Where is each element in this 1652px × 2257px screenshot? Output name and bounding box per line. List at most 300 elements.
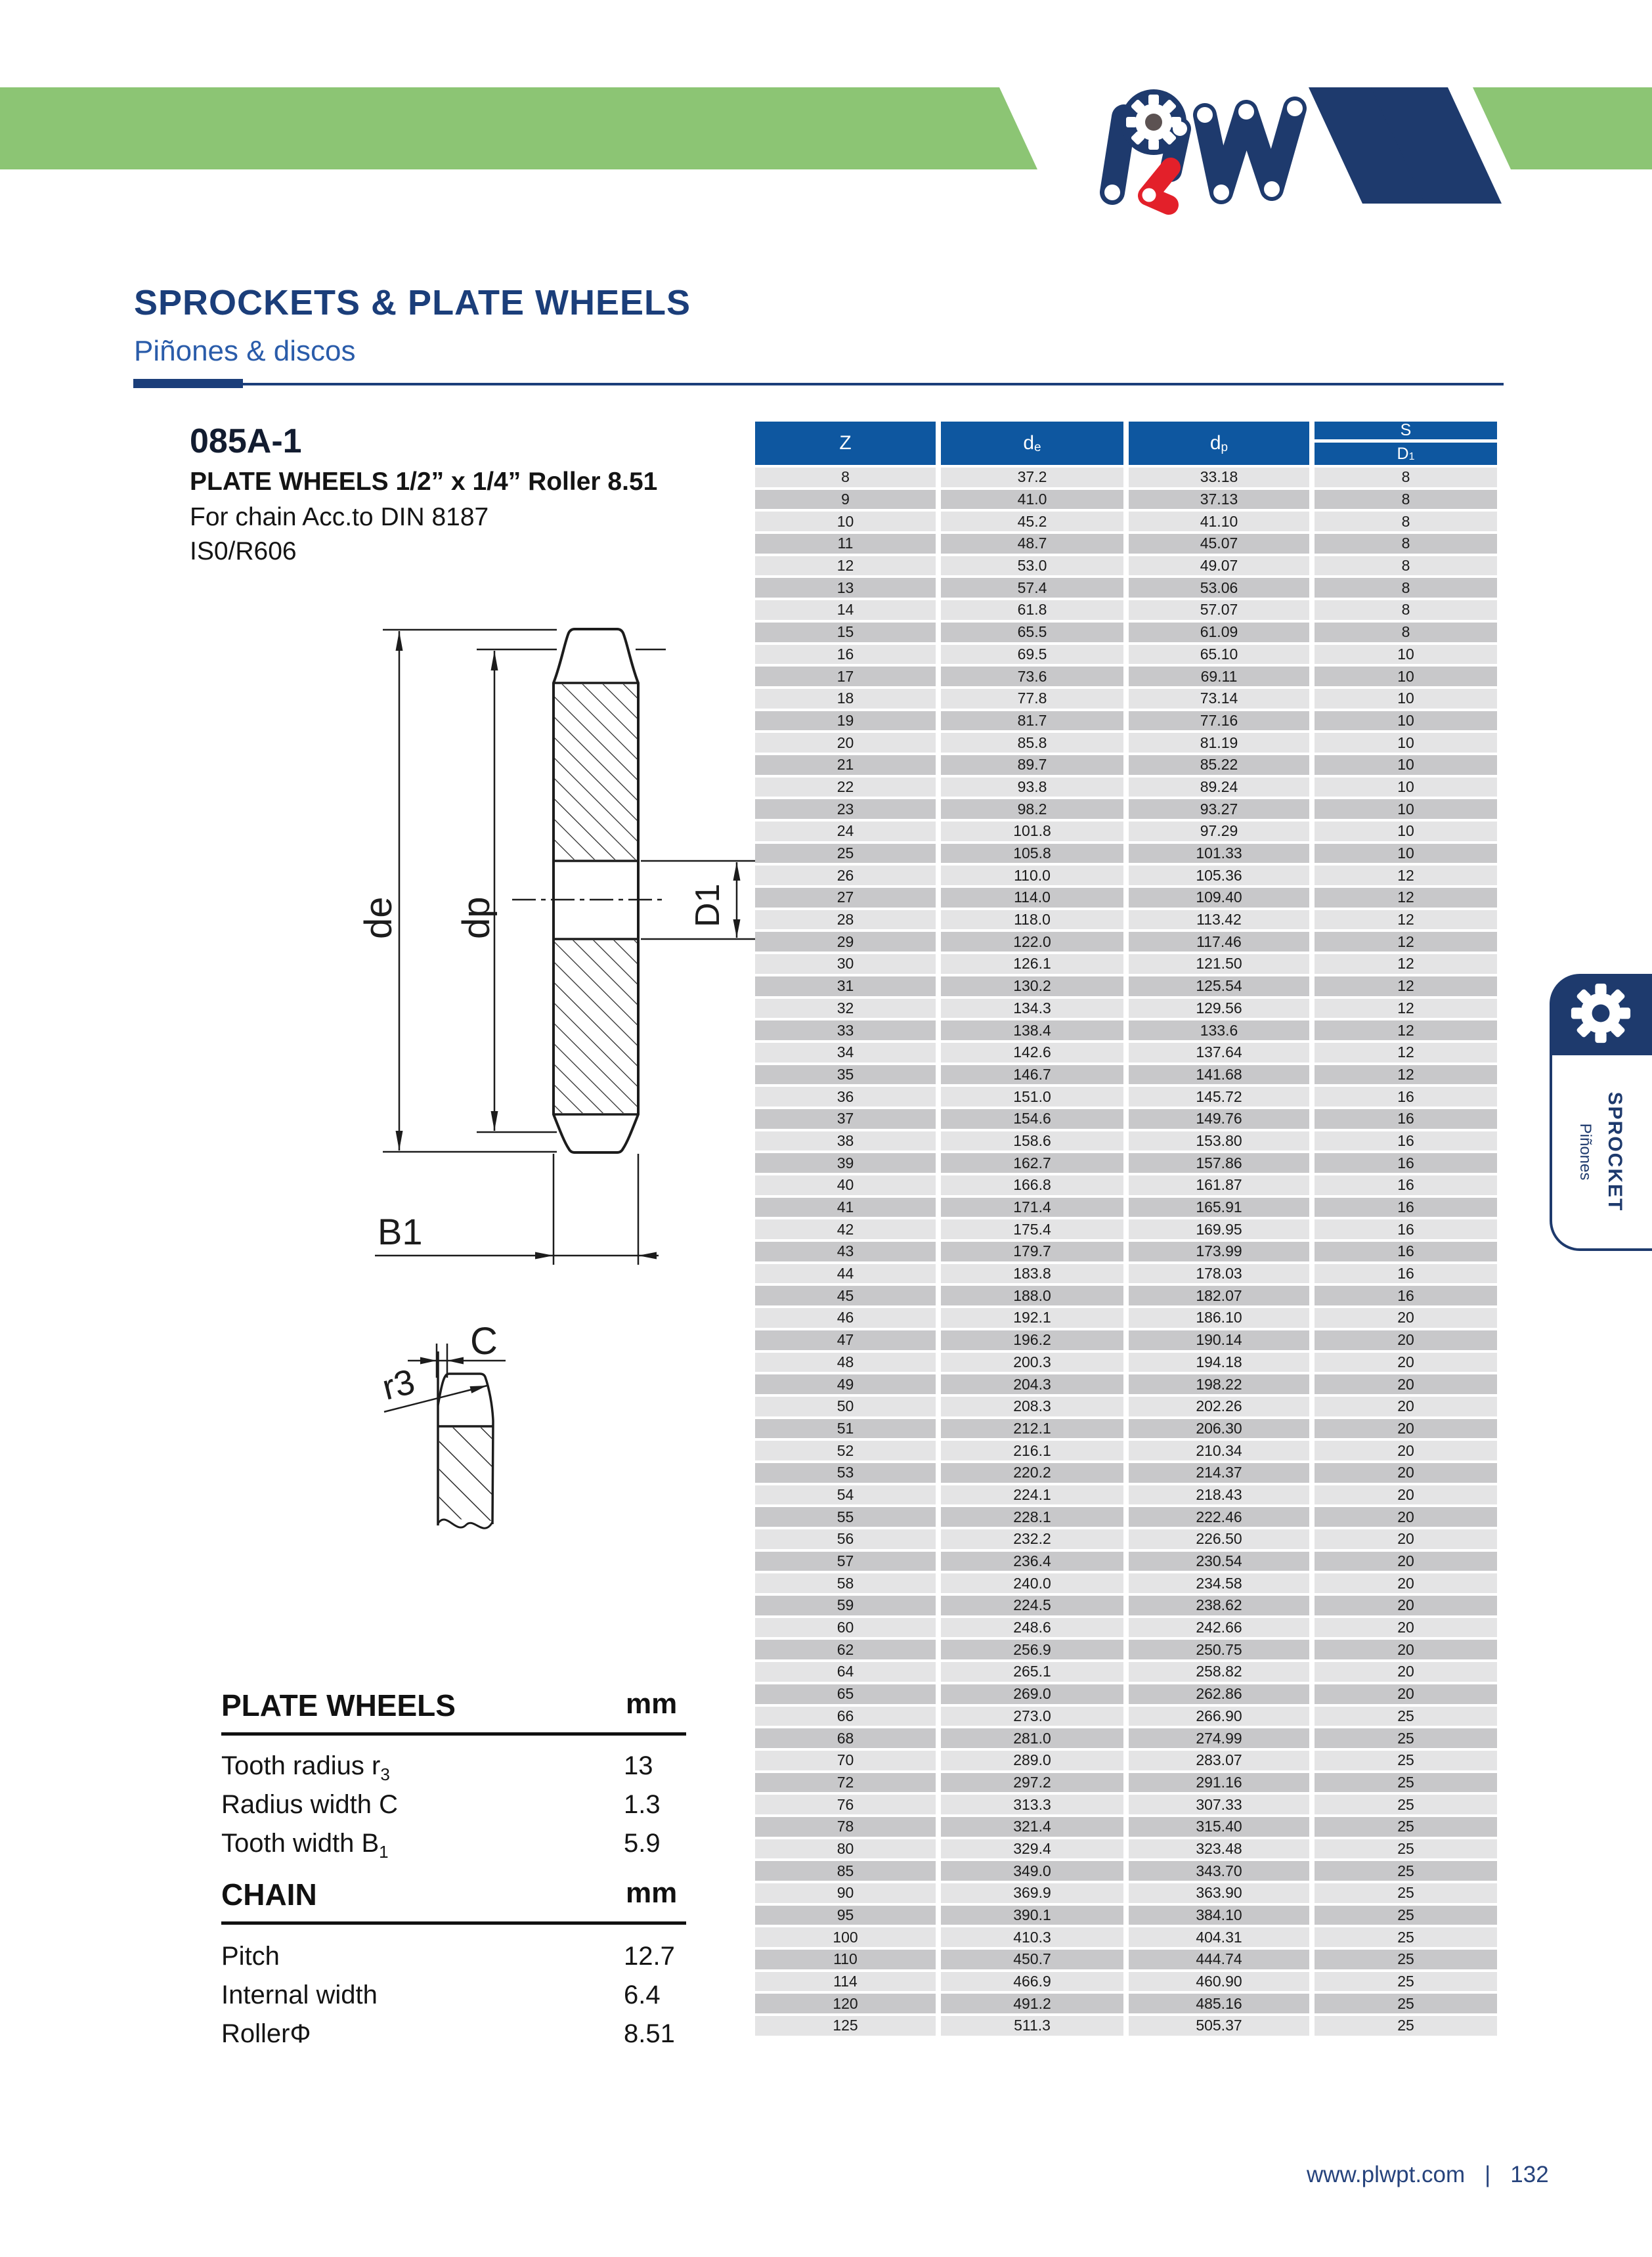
table-cell: 41.10 bbox=[1129, 512, 1309, 531]
table-row bbox=[755, 1109, 1497, 1129]
table-cell: 48.7 bbox=[941, 534, 1123, 554]
table-cell: 146.7 bbox=[941, 1065, 1123, 1085]
table-row bbox=[755, 1529, 1497, 1549]
table-cell: 20 bbox=[1315, 1308, 1497, 1328]
table-cell: 404.31 bbox=[1129, 1927, 1309, 1947]
table-cell: 73.6 bbox=[941, 667, 1123, 686]
table-cell: 10 bbox=[1315, 822, 1497, 841]
info-row-roller: RollerΦ 8.51 bbox=[221, 2019, 675, 2048]
section-divider-accent bbox=[133, 379, 243, 388]
table-cell: 25 bbox=[1315, 1950, 1497, 1969]
table-cell: 129.56 bbox=[1129, 999, 1309, 1019]
table-cell: 113.42 bbox=[1129, 910, 1309, 930]
table-cell: 12 bbox=[1315, 1020, 1497, 1040]
column-header-d1: D $_1$ bbox=[1315, 443, 1497, 465]
table-cell: 250.75 bbox=[1129, 1640, 1309, 1659]
table-cell: 122.0 bbox=[941, 932, 1123, 952]
table-row bbox=[755, 1972, 1497, 1992]
table-cell: 145.72 bbox=[1129, 1087, 1309, 1107]
table-cell: 10 bbox=[1315, 844, 1497, 864]
table-cell: 57.07 bbox=[1129, 600, 1309, 620]
table-cell: 134.3 bbox=[941, 999, 1123, 1019]
table-row bbox=[755, 844, 1497, 864]
table-cell: 16 bbox=[1315, 1219, 1497, 1239]
table-cell: 61.09 bbox=[1129, 623, 1309, 642]
table-cell: 12 bbox=[1315, 1065, 1497, 1085]
table-row bbox=[755, 1573, 1497, 1593]
table-row bbox=[755, 468, 1497, 487]
side-tab-subtitle: Piñones bbox=[1576, 1123, 1594, 1181]
table-row bbox=[755, 910, 1497, 930]
table-cell: 194.18 bbox=[1129, 1353, 1309, 1372]
table-row bbox=[755, 1153, 1497, 1173]
table-cell: 28 bbox=[755, 910, 936, 930]
table-row bbox=[755, 1065, 1497, 1085]
table-cell: 95 bbox=[755, 1906, 936, 1925]
table-cell: 10 bbox=[1315, 733, 1497, 753]
table-cell: 110.0 bbox=[941, 866, 1123, 885]
table-cell: 25 bbox=[1315, 1972, 1497, 1992]
table-cell: 50 bbox=[755, 1397, 936, 1416]
chain-info-table bbox=[221, 1877, 686, 2049]
table-row bbox=[755, 623, 1497, 642]
table-cell: 228.1 bbox=[941, 1507, 1123, 1527]
table-row bbox=[755, 799, 1497, 819]
table-cell: 25 bbox=[1315, 1795, 1497, 1814]
table-cell: 256.9 bbox=[941, 1640, 1123, 1659]
label-r3: r3 bbox=[378, 1361, 419, 1408]
label-de: de bbox=[357, 896, 400, 939]
table-row bbox=[755, 1131, 1497, 1151]
table-cell: 64 bbox=[755, 1662, 936, 1682]
table-cell: 8 bbox=[1315, 556, 1497, 576]
table-row bbox=[755, 1552, 1497, 1571]
table-cell: 12 bbox=[1315, 976, 1497, 996]
table-cell: 12 bbox=[755, 556, 936, 576]
table-cell: 8 bbox=[1315, 534, 1497, 554]
table-cell: 23 bbox=[755, 799, 936, 819]
table-cell: 12 bbox=[1315, 888, 1497, 908]
table-cell: 47 bbox=[755, 1330, 936, 1350]
table-cell: 153.80 bbox=[1129, 1131, 1309, 1151]
table-row bbox=[755, 755, 1497, 775]
table-cell: 281.0 bbox=[941, 1728, 1123, 1748]
info-table-unit: mm bbox=[626, 1688, 678, 1720]
table-row bbox=[755, 1795, 1497, 1814]
table-cell: 238.62 bbox=[1129, 1596, 1309, 1615]
table-cell: 126.1 bbox=[941, 954, 1123, 974]
table-cell: 8 bbox=[1315, 600, 1497, 620]
table-cell: 343.70 bbox=[1129, 1861, 1309, 1881]
table-cell: 151.0 bbox=[941, 1087, 1123, 1107]
table-cell: 12 bbox=[1315, 1043, 1497, 1063]
table-cell: 18 bbox=[755, 689, 936, 709]
table-row bbox=[755, 689, 1497, 709]
info-table-title: PLATE WHEELS bbox=[221, 1688, 456, 1722]
table-cell: 230.54 bbox=[1129, 1552, 1309, 1571]
table-cell: 12 bbox=[1315, 866, 1497, 885]
table-cell: 20 bbox=[1315, 1374, 1497, 1394]
table-cell: 10 bbox=[1315, 799, 1497, 819]
product-iso: IS0/R606 bbox=[190, 537, 297, 565]
table-cell: 26 bbox=[755, 866, 936, 885]
table-cell: 25 bbox=[1315, 1883, 1497, 1903]
table-cell: 8 bbox=[1315, 623, 1497, 642]
table-cell: 485.16 bbox=[1129, 1994, 1309, 2013]
table-cell: 25 bbox=[1315, 1773, 1497, 1793]
table-cell: 78 bbox=[755, 1817, 936, 1837]
table-cell: 51 bbox=[755, 1419, 936, 1439]
table-cell: 141.68 bbox=[1129, 1065, 1309, 1085]
table-cell: 20 bbox=[1315, 1662, 1497, 1682]
info-table-title: CHAIN bbox=[221, 1877, 317, 1912]
table-row bbox=[755, 1242, 1497, 1261]
table-cell: 410.3 bbox=[941, 1927, 1123, 1947]
table-cell: 218.43 bbox=[1129, 1485, 1309, 1505]
table-cell: 98.2 bbox=[941, 799, 1123, 819]
table-cell: 269.0 bbox=[941, 1684, 1123, 1704]
table-cell: 41.0 bbox=[941, 490, 1123, 510]
table-cell: 16 bbox=[755, 645, 936, 665]
table-row bbox=[755, 1751, 1497, 1770]
table-cell: 16 bbox=[1315, 1242, 1497, 1261]
product-standard: For chain Acc.to DIN 8187 bbox=[190, 503, 489, 531]
table-cell: 65 bbox=[755, 1684, 936, 1704]
table-cell: 222.46 bbox=[1129, 1507, 1309, 1527]
table-row bbox=[755, 954, 1497, 974]
table-cell: 25 bbox=[755, 844, 936, 864]
table-cell: 59 bbox=[755, 1596, 936, 1615]
table-cell: 80 bbox=[755, 1839, 936, 1859]
table-cell: 16 bbox=[1315, 1198, 1497, 1217]
table-cell: 30 bbox=[755, 954, 936, 974]
table-cell: 45.2 bbox=[941, 512, 1123, 531]
table-cell: 15 bbox=[755, 623, 936, 642]
table-cell: 125 bbox=[755, 2016, 936, 2036]
table-cell: 101.8 bbox=[941, 822, 1123, 841]
table-row bbox=[755, 1175, 1497, 1195]
table-cell: 157.86 bbox=[1129, 1153, 1309, 1173]
column-header-s-d1 bbox=[1315, 422, 1497, 465]
info-row-tooth-radius: Tooth radius $r_3$ 13 bbox=[221, 1751, 653, 1784]
table-row bbox=[755, 1485, 1497, 1505]
table-cell: 173.99 bbox=[1129, 1242, 1309, 1261]
table-cell: 62 bbox=[755, 1640, 936, 1659]
table-row bbox=[755, 1906, 1497, 1925]
table-row bbox=[755, 1640, 1497, 1659]
table-cell: 53 bbox=[755, 1463, 936, 1483]
table-row bbox=[755, 512, 1497, 531]
table-cell: 10 bbox=[1315, 667, 1497, 686]
table-cell: 46 bbox=[755, 1308, 936, 1328]
table-row bbox=[755, 822, 1497, 841]
table-cell: 214.37 bbox=[1129, 1463, 1309, 1483]
table-cell: 8 bbox=[1315, 468, 1497, 487]
table-cell: 202.26 bbox=[1129, 1397, 1309, 1416]
table-cell: 97.29 bbox=[1129, 822, 1309, 841]
tooth-detail-drawing bbox=[368, 1313, 676, 1576]
table-cell: 38 bbox=[755, 1131, 936, 1151]
spec-table bbox=[755, 422, 1497, 2038]
table-cell: 22 bbox=[755, 778, 936, 797]
table-cell: 20 bbox=[1315, 1397, 1497, 1416]
table-cell: 20 bbox=[1315, 1419, 1497, 1439]
table-row bbox=[755, 1353, 1497, 1372]
table-cell: 20 bbox=[1315, 1684, 1497, 1704]
table-row bbox=[755, 1219, 1497, 1239]
column-header-s: S bbox=[1315, 422, 1497, 439]
page-subtitle: Piñones & discos bbox=[134, 335, 356, 367]
table-row bbox=[755, 1374, 1497, 1394]
table-cell: 100 bbox=[755, 1927, 936, 1947]
table-cell: 20 bbox=[1315, 1529, 1497, 1549]
table-cell: 34 bbox=[755, 1043, 936, 1063]
table-cell: 70 bbox=[755, 1751, 936, 1770]
table-row bbox=[755, 1618, 1497, 1638]
table-cell: 200.3 bbox=[941, 1353, 1123, 1372]
table-cell: 14 bbox=[755, 600, 936, 620]
table-cell: 68 bbox=[755, 1728, 936, 1748]
table-cell: 390.1 bbox=[941, 1906, 1123, 1925]
table-cell: 89.7 bbox=[941, 755, 1123, 775]
table-cell: 258.82 bbox=[1129, 1662, 1309, 1682]
table-row bbox=[755, 667, 1497, 686]
table-row bbox=[755, 1839, 1497, 1859]
table-cell: 48 bbox=[755, 1353, 936, 1372]
table-cell: 33 bbox=[755, 1020, 936, 1040]
info-row-tooth-width: Tooth width $B_1$ 5.9 bbox=[221, 1829, 661, 1862]
table-cell: 53.0 bbox=[941, 556, 1123, 576]
table-cell: 114.0 bbox=[941, 888, 1123, 908]
table-cell: 188.0 bbox=[941, 1286, 1123, 1305]
table-row bbox=[755, 1817, 1497, 1837]
table-cell: 162.7 bbox=[941, 1153, 1123, 1173]
logo-gear-icon bbox=[1126, 95, 1181, 150]
table-cell: 283.07 bbox=[1129, 1751, 1309, 1770]
table-row bbox=[755, 1308, 1497, 1328]
table-cell: 29 bbox=[755, 932, 936, 952]
side-tab-label-area bbox=[1550, 1053, 1652, 1251]
label-b1: B1 bbox=[378, 1211, 423, 1252]
table-cell: 242.66 bbox=[1129, 1618, 1309, 1638]
table-cell: 43 bbox=[755, 1242, 936, 1261]
table-cell: 161.87 bbox=[1129, 1175, 1309, 1195]
table-cell: 105.8 bbox=[941, 844, 1123, 864]
table-cell: 117.46 bbox=[1129, 932, 1309, 952]
table-cell: 35 bbox=[755, 1065, 936, 1085]
info-value: 8.51 bbox=[624, 2019, 675, 2048]
plate-wheels-info-table bbox=[221, 1688, 686, 1862]
table-cell: 25 bbox=[1315, 1751, 1497, 1770]
table-cell: 73.14 bbox=[1129, 689, 1309, 709]
table-cell: 190.14 bbox=[1129, 1330, 1309, 1350]
info-table-rule bbox=[221, 1921, 686, 1925]
table-cell: 25 bbox=[1315, 1817, 1497, 1837]
table-row bbox=[755, 1861, 1497, 1881]
table-cell: 8 bbox=[1315, 512, 1497, 531]
table-cell: 81.7 bbox=[941, 711, 1123, 731]
table-cell: 323.48 bbox=[1129, 1839, 1309, 1859]
table-row bbox=[755, 1087, 1497, 1107]
table-cell: 234.58 bbox=[1129, 1573, 1309, 1593]
spec-table-header bbox=[755, 422, 1497, 465]
table-row bbox=[755, 976, 1497, 996]
table-row bbox=[755, 1950, 1497, 1969]
product-name: PLATE WHEELS 1/2” x 1/4” Roller 8.51 bbox=[190, 468, 658, 496]
table-row bbox=[755, 534, 1497, 554]
table-cell: 10 bbox=[1315, 711, 1497, 731]
table-cell: 10 bbox=[1315, 755, 1497, 775]
table-cell: 491.2 bbox=[941, 1994, 1123, 2013]
table-cell: 10 bbox=[1315, 645, 1497, 665]
table-row bbox=[755, 1463, 1497, 1483]
info-value: 12.7 bbox=[624, 1942, 675, 1971]
table-cell: 77.8 bbox=[941, 689, 1123, 709]
table-cell: 450.7 bbox=[941, 1950, 1123, 1969]
table-cell: 33.18 bbox=[1129, 468, 1309, 487]
table-cell: 114 bbox=[755, 1972, 936, 1992]
table-row bbox=[755, 778, 1497, 797]
table-cell: 37.13 bbox=[1129, 490, 1309, 510]
table-cell: 118.0 bbox=[941, 910, 1123, 930]
table-cell: 20 bbox=[1315, 1507, 1497, 1527]
table-cell: 165.91 bbox=[1129, 1198, 1309, 1217]
table-cell: 142.6 bbox=[941, 1043, 1123, 1063]
table-cell: 10 bbox=[1315, 689, 1497, 709]
table-cell: 60 bbox=[755, 1618, 936, 1638]
table-cell: 16 bbox=[1315, 1286, 1497, 1305]
table-cell: 16 bbox=[1315, 1087, 1497, 1107]
table-cell: 505.37 bbox=[1129, 2016, 1309, 2036]
table-cell: 40 bbox=[755, 1175, 936, 1195]
table-cell: 192.1 bbox=[941, 1308, 1123, 1328]
table-cell: 20 bbox=[1315, 1573, 1497, 1593]
table-cell: 52 bbox=[755, 1441, 936, 1460]
table-cell: 313.3 bbox=[941, 1795, 1123, 1814]
footer-separator: | bbox=[1485, 2162, 1491, 2187]
table-cell: 321.4 bbox=[941, 1817, 1123, 1837]
table-cell: 37 bbox=[755, 1109, 936, 1129]
table-cell: 20 bbox=[1315, 1441, 1497, 1460]
info-table-unit: mm bbox=[626, 1877, 678, 1909]
table-row bbox=[755, 733, 1497, 753]
info-value: 6.4 bbox=[624, 1981, 661, 2009]
table-cell: 198.22 bbox=[1129, 1374, 1309, 1394]
table-row bbox=[755, 2016, 1497, 2036]
table-cell: 45.07 bbox=[1129, 534, 1309, 554]
table-row bbox=[755, 1773, 1497, 1793]
table-cell: 25 bbox=[1315, 1728, 1497, 1748]
table-cell: 8 bbox=[1315, 578, 1497, 598]
table-row bbox=[755, 1507, 1497, 1527]
table-row bbox=[755, 932, 1497, 952]
top-banner bbox=[0, 0, 1652, 223]
table-cell: 66 bbox=[755, 1707, 936, 1726]
table-cell: 81.19 bbox=[1129, 733, 1309, 753]
table-cell: 17 bbox=[755, 667, 936, 686]
table-cell: 182.07 bbox=[1129, 1286, 1309, 1305]
table-cell: 274.99 bbox=[1129, 1728, 1309, 1748]
section-divider bbox=[133, 383, 1504, 385]
table-cell: 77.16 bbox=[1129, 711, 1309, 731]
table-cell: 13 bbox=[755, 578, 936, 598]
info-row-internal-width: Internal width 6.4 bbox=[221, 1981, 661, 2009]
table-cell: 25 bbox=[1315, 1861, 1497, 1881]
label-dp: dp bbox=[455, 896, 498, 939]
cross-section-drawing bbox=[355, 611, 788, 1281]
table-cell: 12 bbox=[1315, 999, 1497, 1019]
table-cell: 297.2 bbox=[941, 1773, 1123, 1793]
table-cell: 56 bbox=[755, 1529, 936, 1549]
table-cell: 137.64 bbox=[1129, 1043, 1309, 1063]
table-cell: 154.6 bbox=[941, 1109, 1123, 1129]
table-cell: 212.1 bbox=[941, 1419, 1123, 1439]
table-row bbox=[755, 1198, 1497, 1217]
table-cell: 20 bbox=[1315, 1640, 1497, 1659]
table-cell: 466.9 bbox=[941, 1972, 1123, 1992]
table-cell: 57 bbox=[755, 1552, 936, 1571]
column-header-de: d $_e$ bbox=[941, 422, 1123, 465]
table-cell: 138.4 bbox=[941, 1020, 1123, 1040]
table-row bbox=[755, 1419, 1497, 1439]
table-cell: 10 bbox=[1315, 778, 1497, 797]
table-cell: 10 bbox=[755, 512, 936, 531]
footer-url: www.plwpt.com bbox=[1307, 2162, 1466, 2187]
table-row bbox=[755, 1330, 1497, 1350]
table-cell: 178.03 bbox=[1129, 1264, 1309, 1284]
table-cell: 289.0 bbox=[941, 1751, 1123, 1770]
table-cell: 25 bbox=[1315, 1707, 1497, 1726]
table-cell: 16 bbox=[1315, 1109, 1497, 1129]
table-cell: 8 bbox=[1315, 490, 1497, 510]
gear-icon bbox=[1569, 982, 1632, 1045]
table-cell: 240.0 bbox=[941, 1573, 1123, 1593]
table-row bbox=[755, 999, 1497, 1019]
table-row bbox=[755, 1264, 1497, 1284]
table-cell: 20 bbox=[1315, 1552, 1497, 1571]
table-cell: 175.4 bbox=[941, 1219, 1123, 1239]
table-cell: 20 bbox=[1315, 1330, 1497, 1350]
table-cell: 42 bbox=[755, 1219, 936, 1239]
table-cell: 19 bbox=[755, 711, 936, 731]
table-cell: 291.16 bbox=[1129, 1773, 1309, 1793]
table-row bbox=[755, 578, 1497, 598]
side-tab-sprocket bbox=[1550, 974, 1652, 1251]
table-cell: 110 bbox=[755, 1950, 936, 1969]
table-cell: 186.10 bbox=[1129, 1308, 1309, 1328]
table-cell: 266.90 bbox=[1129, 1707, 1309, 1726]
table-cell: 25 bbox=[1315, 2016, 1497, 2036]
label-c: C bbox=[470, 1320, 498, 1363]
table-row bbox=[755, 1043, 1497, 1063]
table-row bbox=[755, 888, 1497, 908]
table-cell: 20 bbox=[1315, 1463, 1497, 1483]
table-row bbox=[755, 556, 1497, 576]
table-cell: 58 bbox=[755, 1573, 936, 1593]
table-cell: 120 bbox=[755, 1994, 936, 2013]
table-cell: 349.0 bbox=[941, 1861, 1123, 1881]
table-row bbox=[755, 1684, 1497, 1704]
table-cell: 55 bbox=[755, 1507, 936, 1527]
table-cell: 224.1 bbox=[941, 1485, 1123, 1505]
side-tab-icon-area bbox=[1550, 974, 1652, 1053]
footer-page-number: 132 bbox=[1510, 2162, 1549, 2187]
column-header-dp: d $_p$ bbox=[1129, 422, 1309, 465]
table-cell: 12 bbox=[1315, 910, 1497, 930]
table-row bbox=[755, 1596, 1497, 1615]
label-d1: D1 bbox=[689, 883, 727, 927]
table-cell: 12 bbox=[1315, 932, 1497, 952]
